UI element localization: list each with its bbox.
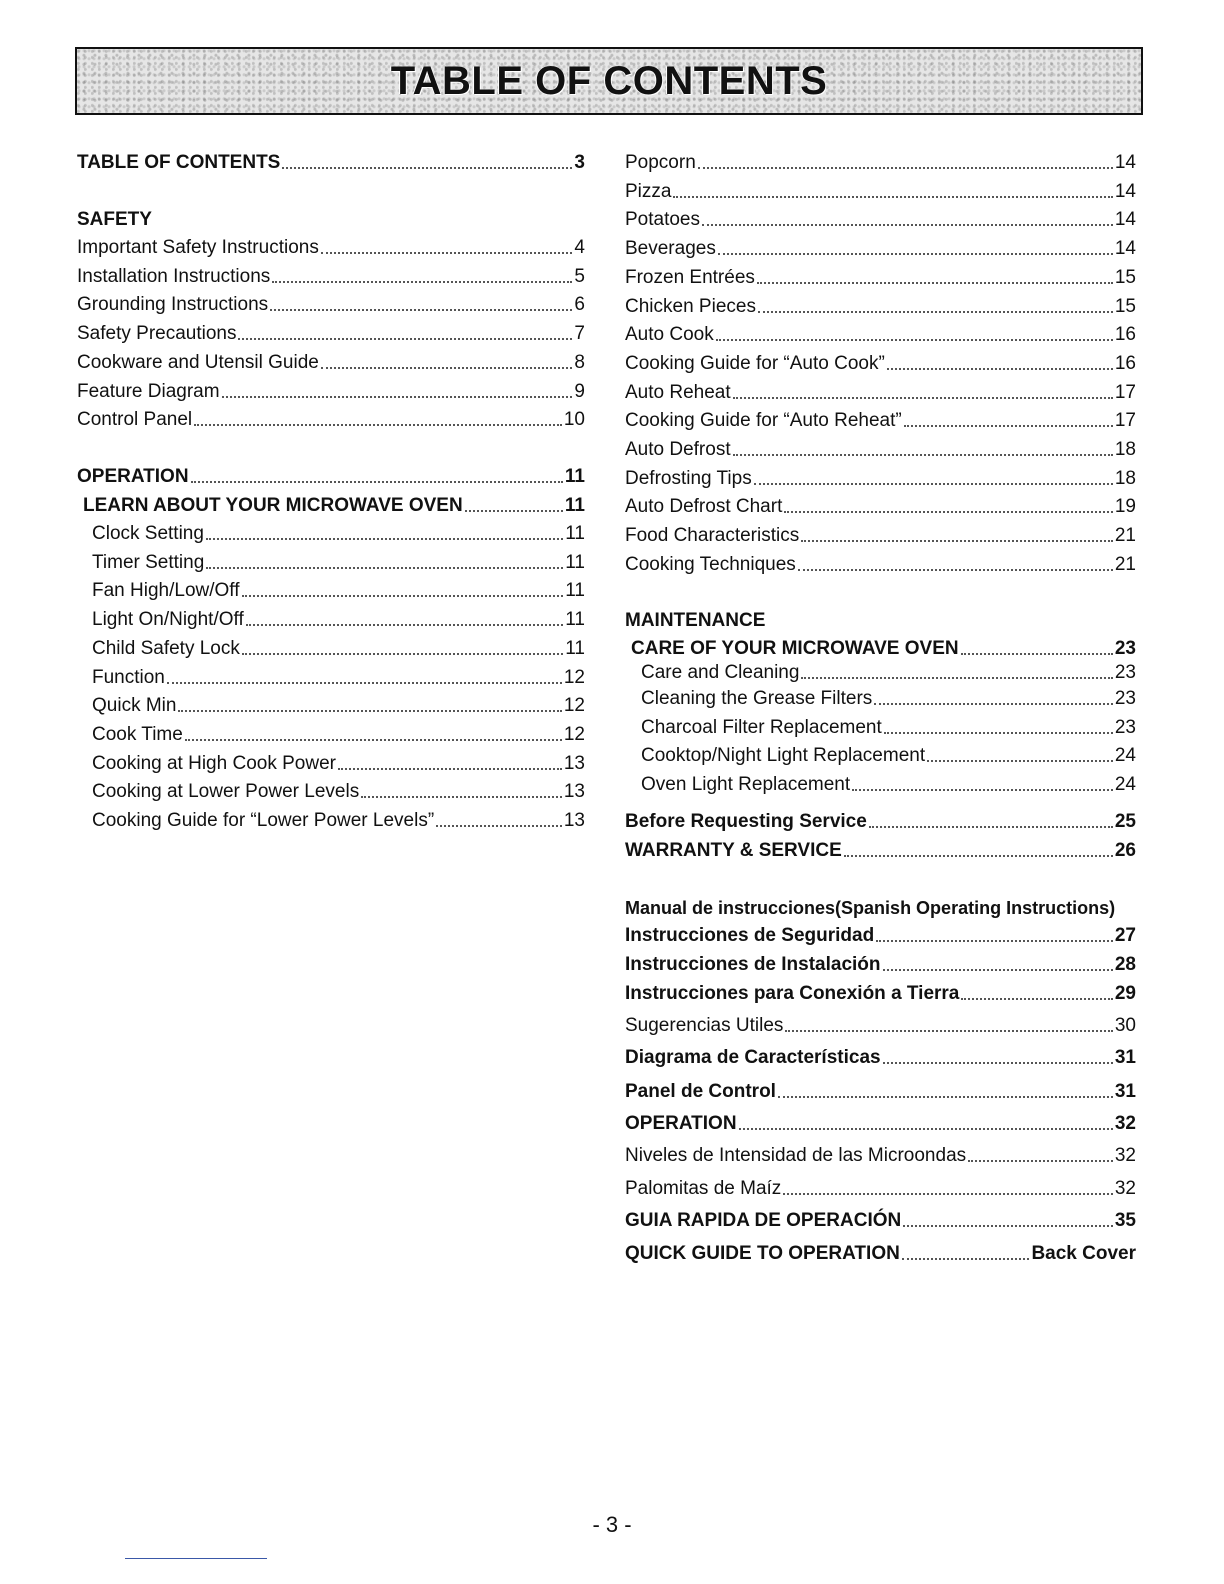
entry-page: 12 [563, 723, 585, 745]
dot-leader [242, 653, 563, 655]
toc-item[interactable] [641, 770, 1136, 796]
dot-leader [876, 940, 1113, 942]
entry-page: 7 [574, 323, 585, 345]
entry-label: Auto Cook [625, 324, 714, 346]
entry-label: Beverages [625, 238, 716, 260]
dot-leader [961, 653, 1113, 655]
toc-item[interactable] [625, 292, 1136, 318]
entry-page: 32 [1114, 1178, 1136, 1199]
dot-leader [757, 282, 1113, 284]
entry-page: 16 [1114, 352, 1136, 374]
toc-item[interactable] [92, 720, 585, 746]
entry-page: 18 [1114, 439, 1136, 460]
dot-leader [927, 760, 1113, 762]
entry-label: Niveles de Intensidad de las Microondas [625, 1145, 967, 1166]
dot-leader [222, 396, 573, 398]
dot-leader [698, 167, 1113, 169]
entry-label: Cooking Guide for “Auto Reheat” [625, 410, 902, 432]
dot-leader [754, 483, 1113, 485]
toc-item[interactable] [92, 576, 585, 602]
entry-page: 24 [1114, 745, 1136, 766]
dot-leader [185, 739, 562, 741]
entry-label: Cook Time [92, 723, 183, 745]
dot-leader [902, 1258, 1030, 1260]
toc-item[interactable] [641, 713, 1136, 739]
dot-leader [321, 367, 573, 369]
entry-label: Quick Min [92, 695, 177, 717]
toc-item[interactable] [625, 1011, 1136, 1037]
entry-page: 14 [1114, 152, 1136, 173]
toc-item[interactable] [92, 663, 585, 689]
dot-leader [436, 825, 562, 827]
toc-item[interactable] [625, 1077, 1136, 1103]
entry-page: 31 [1114, 1047, 1136, 1068]
entry-label: Cooking Guide for “Auto Cook” [625, 352, 885, 374]
entry-label: Light On/Night/Off [92, 609, 244, 631]
entry-label: Cleaning the Grease Filters [641, 688, 873, 709]
toc-item[interactable] [625, 148, 1136, 174]
toc-item[interactable] [625, 406, 1136, 432]
entry-page: 25 [1114, 811, 1136, 832]
dot-leader [465, 510, 563, 512]
toc-item[interactable] [92, 605, 585, 631]
footer-rule [125, 1558, 267, 1559]
dot-leader [733, 454, 1113, 456]
dot-leader [874, 703, 1113, 705]
entry-label: Charcoal Filter Replacement [641, 717, 882, 738]
dot-leader [739, 1128, 1113, 1130]
toc-item[interactable] [625, 263, 1136, 289]
entry-label: Panel de Control [625, 1081, 776, 1102]
dot-leader [801, 677, 1112, 679]
entry-label: Defrosting Tips [625, 467, 752, 489]
entry-page: 35 [1114, 1210, 1136, 1231]
dot-leader [206, 538, 563, 540]
entry-page: 28 [1114, 954, 1136, 975]
entry-page: 23 [1114, 688, 1136, 709]
entry-label: Auto Reheat [625, 381, 731, 403]
operation-entry[interactable] [77, 462, 585, 488]
toc-item[interactable] [625, 492, 1136, 518]
toc-item[interactable] [625, 464, 1136, 490]
entry-label: Frozen Entrées [625, 266, 755, 288]
toc-item[interactable] [77, 319, 585, 345]
entry-page: 31 [1114, 1081, 1136, 1102]
toc-item[interactable] [625, 177, 1136, 203]
entry-page: 30 [1114, 1015, 1136, 1036]
entry-page: 14 [1114, 180, 1136, 202]
entry-page: 11 [565, 580, 585, 602]
entry-page: 10 [563, 409, 585, 431]
entry-label: Child Safety Lock [92, 637, 240, 659]
entry-page: 14 [1114, 209, 1136, 231]
dot-leader [887, 368, 1113, 370]
entry-page: 9 [574, 380, 585, 402]
toc-item[interactable] [625, 921, 1136, 947]
entry-label: Diagrama de Características [625, 1047, 881, 1068]
entry-label: WARRANTY & SERVICE [625, 840, 842, 861]
dot-leader [673, 196, 1112, 198]
toc-item[interactable] [641, 741, 1136, 767]
entry-label: Cooking Techniques [625, 553, 796, 575]
toc-item[interactable] [92, 548, 585, 574]
toc-item[interactable] [92, 806, 585, 832]
entry-label: Popcorn [625, 152, 696, 173]
entry-label: Care and Cleaning [641, 662, 800, 683]
entry-page: 26 [1114, 840, 1136, 861]
toc-item[interactable] [625, 979, 1136, 1005]
toc-item[interactable] [92, 519, 585, 545]
dot-leader [272, 281, 572, 283]
entry-label: Auto Defrost Chart [625, 496, 783, 518]
toc-item[interactable] [625, 349, 1136, 375]
toc-item[interactable] [77, 290, 585, 316]
entry-label: GUIA RAPIDA DE OPERACIÓN [625, 1210, 902, 1231]
entry-label: TABLE OF CONTENTS [77, 152, 281, 173]
dot-leader [282, 167, 572, 169]
dot-leader [961, 998, 1112, 1000]
entry-label: Potatoes [625, 209, 700, 231]
dot-leader [238, 338, 572, 340]
entry-page: 8 [574, 351, 585, 373]
dot-leader [904, 425, 1113, 427]
entry-page: 11 [564, 466, 585, 487]
service-entry[interactable] [625, 807, 1136, 833]
entry-page: 32 [1114, 1145, 1136, 1166]
entry-label: Control Panel [77, 409, 193, 431]
entry-page: 23 [1114, 638, 1136, 659]
maintenance-heading: MAINTENANCE [625, 610, 766, 631]
toc-item[interactable] [625, 950, 1136, 976]
entry-page: 11 [565, 551, 585, 573]
toc-item[interactable] [77, 348, 585, 374]
entry-page: 19 [1114, 496, 1136, 518]
dot-leader [191, 481, 563, 483]
toc-item[interactable] [625, 1043, 1136, 1069]
dot-leader [883, 1062, 1113, 1064]
dot-leader [167, 682, 562, 684]
toc-item[interactable] [625, 378, 1136, 404]
dot-leader [733, 397, 1113, 399]
entry-label: QUICK GUIDE TO OPERATION [625, 1243, 900, 1264]
toc-item[interactable] [625, 1141, 1136, 1167]
entry-label: Cooktop/Night Light Replacement [641, 745, 926, 766]
toc-item[interactable] [625, 1109, 1136, 1135]
entry-label: Cooking at Lower Power Levels [92, 781, 360, 803]
toc-item[interactable] [625, 550, 1136, 576]
toc-item[interactable] [77, 405, 585, 431]
toc-item[interactable] [77, 233, 585, 259]
dot-leader [178, 710, 561, 712]
entry-page: 12 [563, 666, 585, 688]
dot-leader [798, 569, 1113, 571]
entry-page: 11 [565, 609, 585, 631]
learn-entry[interactable] [83, 491, 585, 517]
entry-page: 29 [1114, 983, 1136, 1004]
dot-leader [718, 253, 1113, 255]
toc-item[interactable] [625, 320, 1136, 346]
dot-leader [361, 796, 562, 798]
dot-leader [246, 624, 564, 626]
dot-leader [784, 511, 1113, 513]
entry-page: 13 [563, 781, 585, 803]
dot-leader [869, 826, 1113, 828]
entry-page: 11 [565, 637, 585, 659]
entry-label: Sugerencias Utiles [625, 1015, 784, 1036]
entry-page: 23 [1114, 662, 1136, 683]
entry-label: Feature Diagram [77, 380, 220, 402]
entry-page: 11 [565, 523, 585, 544]
entry-page: Back Cover [1031, 1243, 1136, 1264]
entry-page: 5 [574, 265, 585, 287]
entry-page: 24 [1114, 774, 1136, 795]
dot-leader [785, 1030, 1112, 1032]
entry-page: 27 [1114, 925, 1136, 946]
toc-item[interactable] [77, 262, 585, 288]
toc-item[interactable] [92, 777, 585, 803]
dot-leader [702, 224, 1113, 226]
dot-leader [884, 732, 1113, 734]
entry-label: Safety Precautions [77, 323, 237, 345]
dot-leader [801, 540, 1113, 542]
dot-leader [758, 311, 1113, 313]
entry-page: 14 [1114, 238, 1136, 260]
entry-page: 18 [1114, 467, 1136, 489]
safety-heading: SAFETY [77, 209, 152, 230]
entry-label: Cooking Guide for “Lower Power Levels” [92, 810, 435, 831]
toc-item[interactable] [77, 377, 585, 403]
entry-label: Grounding Instructions [77, 294, 269, 316]
entry-page: 11 [564, 495, 585, 516]
toc-item[interactable] [641, 684, 1136, 710]
dot-leader [716, 339, 1113, 341]
toc-item[interactable] [625, 1206, 1136, 1232]
dot-leader [242, 595, 564, 597]
entry-label: Auto Defrost [625, 439, 731, 460]
entry-label: Timer Setting [92, 551, 205, 573]
toc-item[interactable] [625, 234, 1136, 260]
page-title: TABLE OF CONTENTS [390, 58, 828, 103]
entry-page: 4 [574, 237, 585, 258]
dot-leader [852, 789, 1113, 791]
entry-label: Chicken Pieces [625, 295, 756, 317]
dot-leader [883, 969, 1113, 971]
entry-label: Instrucciones para Conexión a Tierra [625, 983, 960, 1004]
entry-page: 6 [574, 294, 585, 316]
entry-label: Palomitas de Maíz [625, 1178, 782, 1199]
entry-page: 12 [563, 695, 585, 717]
toc-item[interactable] [625, 435, 1136, 461]
toc-item[interactable] [92, 691, 585, 717]
dot-leader [338, 768, 562, 770]
dot-leader [321, 252, 573, 254]
entry-label: Food Characteristics [625, 525, 800, 547]
entry-label: Before Requesting Service [625, 811, 867, 832]
toc-item[interactable] [641, 658, 1136, 684]
entry-label: Instrucciones de Seguridad [625, 925, 875, 946]
dot-leader [783, 1193, 1113, 1195]
entry-label: Oven Light Replacement [641, 774, 851, 795]
entry-page: 21 [1114, 553, 1136, 575]
entry-label: Cooking at High Cook Power [92, 752, 336, 774]
dot-leader [844, 855, 1113, 857]
dot-leader [194, 424, 562, 426]
toc-item[interactable] [625, 1174, 1136, 1200]
toc-item[interactable] [625, 205, 1136, 231]
entry-page: 15 [1114, 295, 1136, 317]
entry-label: Fan High/Low/Off [92, 580, 240, 602]
entry-page: 32 [1114, 1113, 1136, 1134]
dot-leader [903, 1225, 1113, 1227]
toc-item[interactable] [625, 1239, 1136, 1265]
entry-label: Instrucciones de Instalación [625, 954, 881, 975]
toc-item[interactable] [92, 749, 585, 775]
entry-label: OPERATION [625, 1113, 737, 1134]
entry-label: Important Safety Instructions [77, 237, 319, 258]
entry-label: Function [92, 666, 165, 688]
page-number: - 3 - [592, 1512, 632, 1537]
entry-page: 21 [1114, 525, 1136, 547]
entry-page: 23 [1114, 717, 1136, 738]
care-entry[interactable] [631, 634, 1136, 660]
toc-entry[interactable] [77, 148, 585, 174]
entry-page: 13 [563, 810, 585, 831]
entry-label: Installation Instructions [77, 265, 271, 287]
entry-label: Cookware and Utensil Guide [77, 351, 319, 373]
entry-page: 15 [1114, 266, 1136, 288]
spanish-heading: Manual de instrucciones(Spanish Operating Instructions) [625, 898, 1116, 918]
dot-leader [206, 567, 563, 569]
entry-label: OPERATION [77, 466, 189, 487]
entry-label: CARE OF YOUR MICROWAVE OVEN [631, 638, 959, 659]
dot-leader [270, 309, 572, 311]
entry-page: 16 [1114, 324, 1136, 346]
toc-item[interactable] [625, 521, 1136, 547]
entry-page: 13 [563, 752, 585, 774]
title-banner [75, 47, 1143, 115]
entry-label: Clock Setting [92, 523, 204, 544]
entry-label: LEARN ABOUT YOUR MICROWAVE OVEN [83, 495, 463, 516]
entry-page: 3 [574, 152, 585, 173]
entry-page: 17 [1114, 381, 1136, 403]
dot-leader [778, 1096, 1113, 1098]
entry-page: 17 [1114, 410, 1136, 432]
toc-item[interactable] [92, 634, 585, 660]
dot-leader [968, 1160, 1113, 1162]
entry-label: Pizza [625, 180, 672, 202]
warranty-entry[interactable] [625, 836, 1136, 862]
